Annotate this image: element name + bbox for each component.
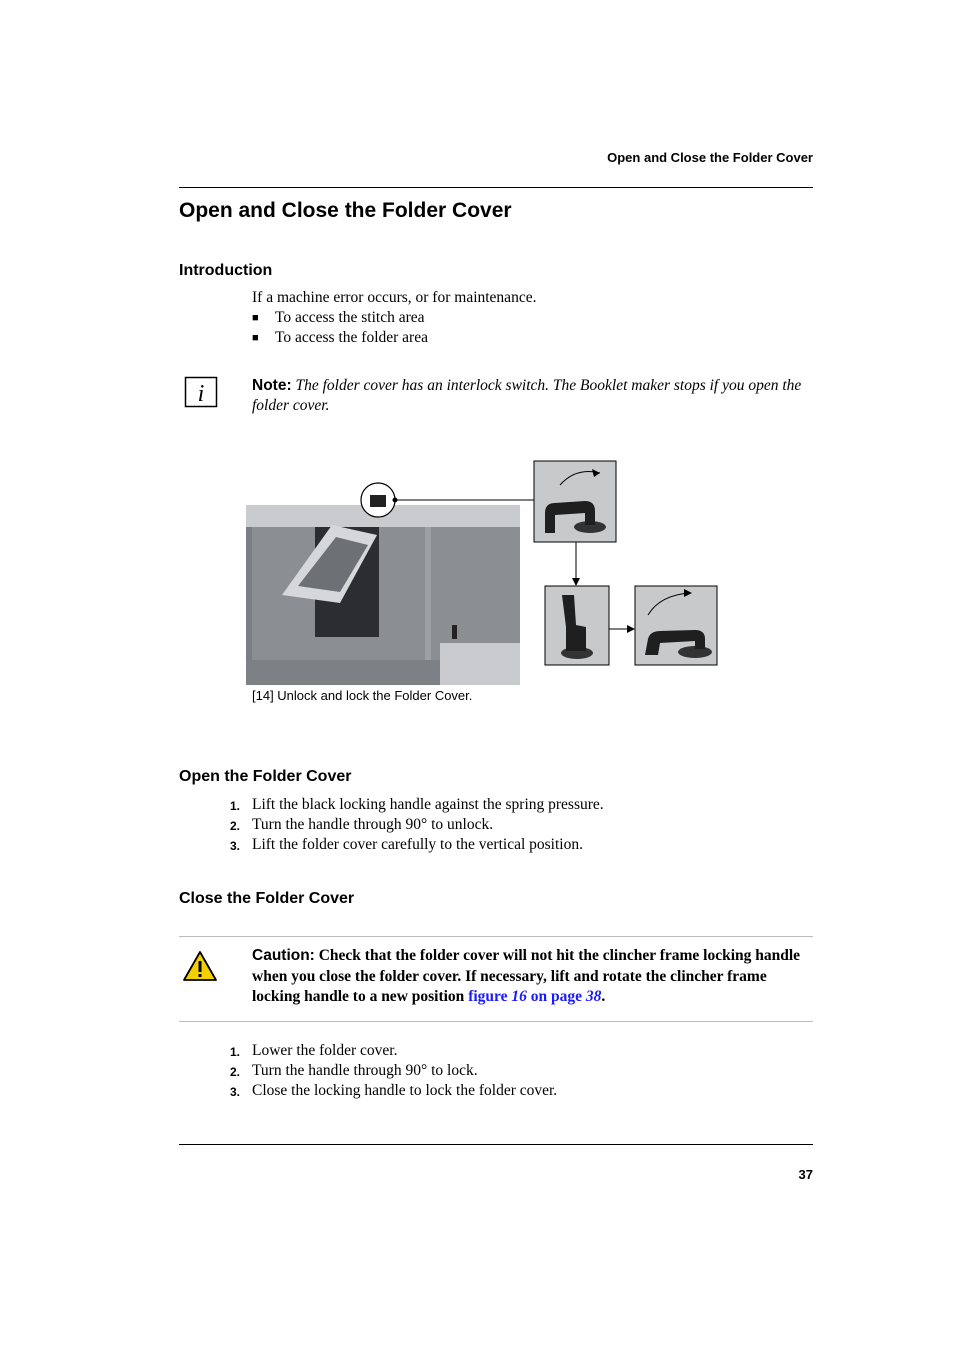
step-text: Turn the handle through 90° to unlock. (252, 816, 494, 833)
machine-photo (246, 505, 520, 685)
handle-thumb-vertical (545, 586, 609, 665)
list-item (230, 835, 604, 855)
step-text: Turn the handle through 90° to lock. (252, 1062, 478, 1079)
info-icon (184, 376, 218, 408)
page-title: Open and Close the Folder Cover (179, 199, 512, 222)
caution-end: . (601, 988, 606, 1005)
bullet-icon: ■ (252, 332, 259, 344)
step-number: 2. (230, 1065, 241, 1079)
svg-text:i: i (197, 381, 205, 407)
list-item (230, 1041, 557, 1061)
note (252, 376, 814, 416)
open-heading: Open the Folder Cover (179, 768, 352, 785)
list-item (230, 1061, 557, 1081)
step-number: 3. (230, 1085, 241, 1099)
handle-thumb-locked (635, 586, 717, 665)
caution-label: Caution: (252, 947, 315, 964)
list-item-text: To access the folder area (275, 329, 428, 346)
caution-top-rule (179, 936, 813, 937)
step-text: Lower the folder cover. (252, 1042, 398, 1059)
introduction-heading: Introduction (179, 262, 273, 279)
warning-icon (182, 950, 218, 982)
introduction-lead: If a machine error occurs, or for maintenance. (252, 289, 537, 306)
list-item (252, 308, 428, 328)
open-steps (230, 795, 604, 855)
page-number: 37 (798, 1167, 813, 1182)
list-item (252, 328, 428, 348)
step-text: Close the locking handle to lock the folder cover. (252, 1082, 558, 1099)
bullet-icon: ■ (252, 312, 259, 324)
footer-rule (179, 1144, 813, 1145)
step-text: Lift the black locking handle against the spring pressure. (252, 796, 604, 813)
step-text: Lift the folder cover carefully to the vertical position. (252, 836, 583, 853)
step-number: 1. (230, 1045, 241, 1059)
introduction-bullets (252, 308, 428, 348)
figure-caption: [14] Unlock and lock the Folder Cover. (252, 688, 473, 703)
list-item (230, 815, 604, 835)
caution (252, 946, 814, 1008)
caution-bottom-rule (179, 1021, 813, 1022)
list-item (230, 1081, 557, 1101)
running-header: Open and Close the Folder Cover (607, 150, 813, 165)
note-text: The folder cover has an interlock switch. The Booklet maker stops if you open the folder cover. (252, 377, 802, 414)
header-rule (179, 187, 813, 188)
close-steps (230, 1041, 557, 1101)
step-number: 1. (230, 799, 241, 813)
handle-thumb-lifted (534, 461, 616, 542)
caution-text: Check that the folder cover will not hit the clincher frame locking handle when you close the folder cover. If necessary, lift and rotate the clincher frame locking handle to a new position (252, 947, 801, 1005)
note-label: Note: (252, 377, 292, 394)
close-heading: Close the Folder Cover (179, 890, 355, 907)
folder-cover-figure (240, 455, 730, 685)
step-number: 2. (230, 819, 241, 833)
figure-reference-link[interactable]: figure 16 on page 38 (468, 988, 602, 1005)
list-item (230, 795, 604, 815)
step-number: 3. (230, 839, 241, 853)
list-item-text: To access the stitch area (275, 309, 425, 326)
